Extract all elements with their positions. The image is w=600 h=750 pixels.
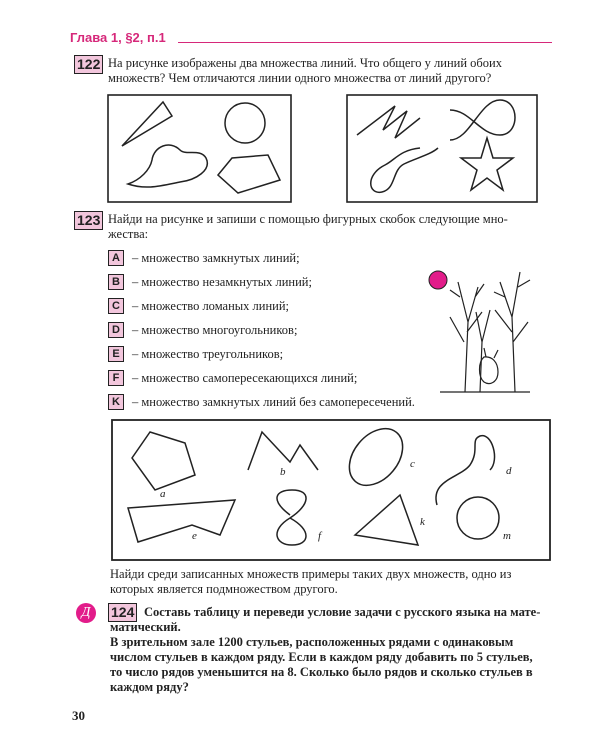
chapter-header: Глава 1, §2, п.1 xyxy=(70,30,166,45)
task-123-text-line1: Найди на рисунке и запиши с помощью фигурных скобок следующие мно- xyxy=(108,212,508,226)
set-letter-c: C xyxy=(108,298,124,314)
task-124-line6: каждом ряду? xyxy=(110,680,189,694)
set-description-e: – множество треугольников; xyxy=(132,347,284,361)
task-122-text-line2: множеств? Чем отличаются линии одного множества от линий другого? xyxy=(108,71,492,85)
set-description-k: – множество замкнутых линий без самопересечений. xyxy=(132,395,415,409)
set-letter-f: F xyxy=(108,370,124,386)
task-124-line2: матический. xyxy=(110,620,181,634)
task-124-line5: то число рядов уменьшится на 8. Сколько было рядов и сколько стульев в xyxy=(110,665,533,679)
figure-label-a: a xyxy=(160,488,166,500)
figure-label-k: k xyxy=(420,516,425,528)
figure-label-m: m xyxy=(503,530,511,542)
task-122-number: 122 xyxy=(74,55,103,74)
figure-f-eight xyxy=(277,490,306,545)
set-description-f: – множество самопересекающихся линий; xyxy=(132,371,358,385)
set-letter-e: E xyxy=(108,346,124,362)
task-124-line3: В зрительном зале 1200 стульев, расположенных рядами с одинаковым xyxy=(110,635,514,649)
figure-b-polyline xyxy=(248,432,318,470)
figure-a-pentagon xyxy=(132,432,195,490)
set-letter-b: B xyxy=(108,274,124,290)
task-124-number: 124 xyxy=(108,603,137,622)
set-description-d: – множество многоугольников; xyxy=(132,323,298,337)
figure-label-e: e xyxy=(192,530,197,542)
task-124-line1: Составь таблицу и переведи условие задачи с русского языка на мате- xyxy=(144,605,541,619)
figure-c-ellipse xyxy=(339,418,414,495)
page-number: 30 xyxy=(72,708,85,723)
set-letter-d: D xyxy=(108,322,124,338)
set-description-c: – множество ломаных линий; xyxy=(132,299,290,313)
set-letter-k: K xyxy=(108,394,124,410)
set-description-b: – множество незамкнутых линий; xyxy=(132,275,312,289)
figure-k-triangle xyxy=(355,495,418,545)
figure-label-f: f xyxy=(318,530,322,542)
task-123-followup-line2: которых является подмножеством другого. xyxy=(110,582,338,596)
homework-marker-icon: Д xyxy=(76,603,96,623)
figure-label-c: c xyxy=(410,458,415,470)
task-123-followup-line1: Найди среди записанных множеств примеры таких двух множеств, одно из xyxy=(110,567,512,581)
set-letter-a: A xyxy=(108,250,124,266)
figure-e-bowtie xyxy=(128,500,235,542)
figure-d-curve xyxy=(436,436,495,505)
figure-m-circle xyxy=(457,497,499,539)
task-123-text-line2: жества: xyxy=(108,227,149,241)
task-124-line4: числом стульев в каждом ряду. Если в каждом ряду добавить по 5 стульев, xyxy=(110,650,533,664)
task-123-number: 123 xyxy=(74,211,103,230)
task-122-text-line1: На рисунке изображены два множества линий. Что общего у линий обоих xyxy=(108,56,502,70)
figure-label-d: d xyxy=(506,465,512,477)
figure-label-b: b xyxy=(280,466,286,478)
set-description-a: – множество замкнутых линий; xyxy=(132,251,300,265)
